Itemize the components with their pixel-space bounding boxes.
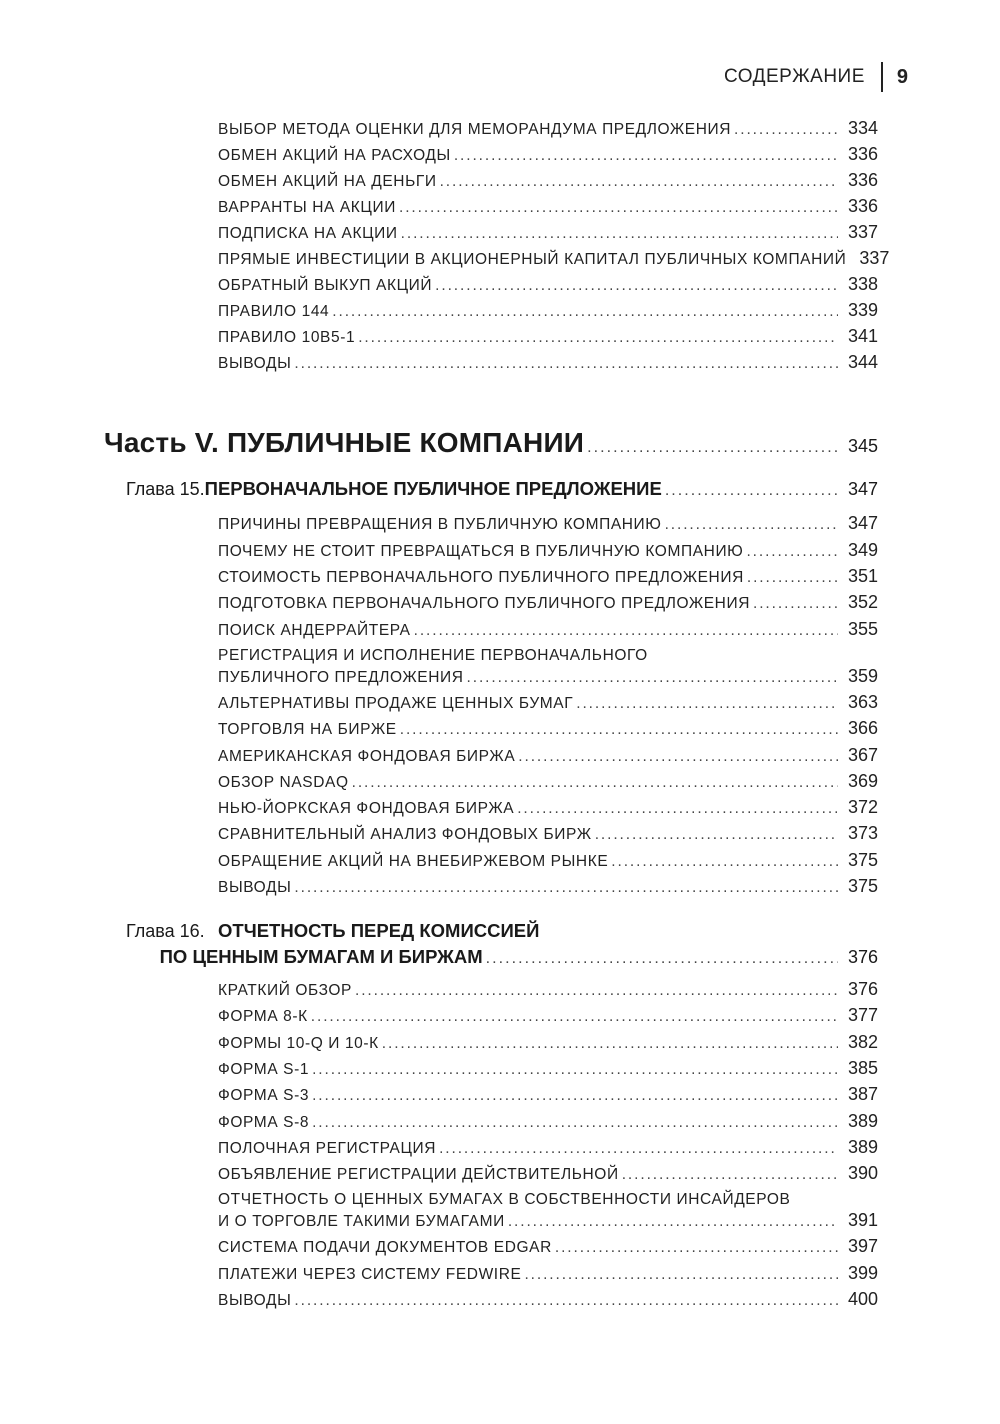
leader-dots [517,800,838,818]
toc-entry-page: 337 [847,222,878,242]
leader-dots [611,853,838,871]
chapter-title-line2: ПО ЦЕННЫМ БУМАГАМ И БИРЖАМ [159,946,483,967]
part-page: 345 [847,436,878,456]
toc-entry[interactable] [218,1263,878,1284]
leader-dots [576,695,838,713]
toc-entry-title: ПРАВИЛО 10B5-1 [218,329,356,346]
toc-entry-title: ПРЯМЫЕ ИНВЕСТИЦИИ В АКЦИОНЕРНЫЙ КАПИТАЛ ПУБЛИЧНЫХ КОМПАНИЙ [218,251,847,268]
toc-entry[interactable] [218,326,878,347]
toc-entry-title: ОБМЕН АКЦИЙ НА РАСХОДЫ [218,147,451,164]
leader-dots [454,147,838,165]
toc-entry-page: 349 [847,540,878,560]
toc-entry-page: 389 [847,1111,878,1131]
toc-entry[interactable] [218,274,878,295]
toc-entry[interactable] [218,979,878,1000]
toc-entry-title: СРАВНИТЕЛЬНЫЙ АНАЛИЗ ФОНДОВЫХ БИРЖ [218,826,592,843]
toc-entry-title: ПРАВИЛО 144 [218,303,330,320]
leader-dots [734,121,838,139]
toc-entry-title: ВЫВОДЫ [218,355,292,372]
toc-entry-title-line1[interactable]: ОТЧЕТНОСТЬ О ЦЕННЫХ БУМАГАХ В СОБСТВЕННОСТИ ИНСАЙДЕРОВ [218,1191,791,1208]
chapter-page: 376 [847,947,878,967]
leader-dots [312,1114,838,1132]
toc-entry[interactable] [218,118,878,139]
leader-dots [595,826,838,844]
toc-entry[interactable] [218,170,878,191]
toc-entry[interactable] [218,300,878,321]
toc-entry[interactable] [218,771,878,792]
leader-dots [311,1008,838,1026]
toc-entry-page: 336 [847,170,878,190]
toc-entry[interactable] [218,222,878,243]
toc-entry-title-line1[interactable]: РЕГИСТРАЦИЯ И ИСПОЛНЕНИЕ ПЕРВОНАЧАЛЬНОГО [218,647,648,664]
leader-dots [440,173,838,191]
toc-entry-page: 366 [847,718,878,738]
leader-dots [414,622,838,640]
toc-entry-title: ФОРМЫ 10-Q И 10-К [218,1035,379,1052]
toc-entry-title: ПОДГОТОВКА ПЕРВОНАЧАЛЬНОГО ПУБЛИЧНОГО ПРЕДЛОЖЕНИЯ [218,595,750,612]
toc-entry-title: КРАТКИЙ ОБЗОР [218,982,352,999]
chapter-page: 347 [847,479,878,499]
leader-dots [400,721,838,739]
toc-entry-title: ТОРГОВЛЯ НА БИРЖЕ [218,721,397,738]
toc-entry[interactable] [218,823,878,844]
leader-dots [399,199,838,217]
toc-entry-title: ФОРМА S-1 [218,1061,310,1078]
toc-entry[interactable] [218,1032,878,1053]
toc-part-heading[interactable] [104,427,878,459]
toc-entry[interactable] [218,144,878,165]
leader-dots [467,669,838,687]
toc-entry[interactable] [218,1210,878,1231]
toc-entry-title: ВЫВОДЫ [218,1292,292,1309]
toc-entry-page: 375 [847,850,878,870]
toc-entry-title: ПОЧЕМУ НЕ СТОИТ ПРЕВРАЩАТЬСЯ В ПУБЛИЧНУЮ КОМПАНИЮ [218,543,744,560]
toc-entry[interactable] [218,619,878,640]
toc-entry-page: 363 [847,692,878,712]
leader-dots [524,1266,838,1284]
toc-entry-page: 355 [847,619,878,639]
toc-entry[interactable] [218,196,878,217]
leader-dots [312,1061,838,1079]
toc-entry[interactable] [218,566,878,587]
toc-entry-title: ПЛАТЕЖИ ЧЕРЕЗ СИСТЕМУ FEDWIRE [218,1266,522,1283]
toc-entry-page: 336 [847,196,878,216]
toc-entry-title-line2: И О ТОРГОВЛЕ ТАКИМИ БУМАГАМИ [218,1213,505,1230]
leader-dots [401,225,838,243]
leader-dots [439,1140,838,1158]
toc-entry-title-line2: ПУБЛИЧНОГО ПРЕДЛОЖЕНИЯ [218,669,464,686]
toc-entry-page: 375 [847,876,878,896]
page-number: 9 [896,65,908,88]
leader-dots [753,595,838,613]
leader-dots [382,1035,838,1053]
toc-entry-title: ПРИЧИНЫ ПРЕВРАЩЕНИЯ В ПУБЛИЧНУЮ КОМПАНИЮ [218,516,662,533]
leader-dots [435,277,838,295]
toc-entry-page: 334 [847,118,878,138]
toc-entry[interactable] [218,1084,878,1105]
toc-entry-page: 341 [847,326,878,346]
leader-dots [294,879,838,897]
chapter-title: ПЕРВОНАЧАЛЬНОЕ ПУБЛИЧНОЕ ПРЕДЛОЖЕНИЕ [204,478,662,499]
toc-entry-title: ВЫВОДЫ [218,879,292,896]
toc-entry[interactable] [218,513,878,534]
leader-dots [622,1166,838,1184]
toc-entry[interactable] [218,876,878,897]
running-head-divider [881,62,883,92]
toc-entry-title: АЛЬТЕРНАТИВЫ ПРОДАЖЕ ЦЕННЫХ БУМАГ [218,695,574,712]
toc-entry[interactable] [218,850,878,871]
toc-entry[interactable] [218,592,878,613]
toc-entry-title: ОБРАТНЫЙ ВЫКУП АКЦИЙ [218,277,433,294]
chapter-prefix: Глава 16. [126,921,205,941]
toc-entry-page: 387 [847,1084,878,1104]
leader-dots [294,355,838,373]
toc-chapter-16-line1[interactable] [126,920,539,942]
toc-entry-page: 336 [847,144,878,164]
toc-entry[interactable] [218,1163,878,1184]
toc-entry[interactable] [218,718,878,739]
toc-entry-page: 376 [847,979,878,999]
leader-dots [312,1087,838,1105]
leader-dots [665,516,838,534]
toc-entry-title: ФОРМА S-8 [218,1114,310,1131]
toc-entry-page: 344 [847,352,878,372]
leader-dots [358,329,838,347]
toc-entry-title: СИСТЕМА ПОДАЧИ ДОКУМЕНТОВ EDGAR [218,1239,552,1256]
leader-dots [355,982,838,1000]
toc-entry-page: 397 [847,1236,878,1256]
toc-entry-page: 373 [847,823,878,843]
chapter-prefix: Глава 15. [126,479,205,499]
leader-dots [665,482,838,500]
chapter-title-line1: ОТЧЕТНОСТЬ ПЕРЕД КОМИССИЕЙ [218,920,540,941]
toc-entry-title: АМЕРИКАНСКАЯ ФОНДОВАЯ БИРЖА [218,748,516,765]
leader-dots [587,439,838,457]
leader-dots [555,1239,838,1257]
leader-dots [747,569,838,587]
toc-entry-page: 347 [847,513,878,533]
toc-entry[interactable] [218,1005,878,1026]
toc-entry[interactable] [218,248,890,269]
toc-entry[interactable] [218,352,878,373]
toc-entry[interactable] [218,1236,878,1257]
toc-entry[interactable] [218,692,878,713]
toc-entry-page: 337 [859,248,890,268]
toc-entry-page: 369 [847,771,878,791]
toc-entry-title: ОБЗОР NASDAQ [218,774,349,791]
toc-entry[interactable] [218,1137,878,1158]
toc-entry[interactable] [218,1111,878,1132]
toc-entry-title: ОБРАЩЕНИЕ АКЦИЙ НА ВНЕБИРЖЕВОМ РЫНКЕ [218,853,609,870]
toc-entry-page: 390 [847,1163,878,1183]
toc-entry-page: 400 [847,1289,878,1309]
leader-dots [332,303,838,321]
toc-entry-page: 359 [847,666,878,686]
toc-entry-page: 391 [847,1210,878,1230]
running-head [724,62,908,92]
toc-entry[interactable] [218,666,878,687]
toc-entry-page: 385 [847,1058,878,1078]
toc-entry[interactable] [218,1058,878,1079]
toc-entry-page: 399 [847,1263,878,1283]
toc-entry-page: 352 [847,592,878,612]
leader-dots [486,950,838,968]
part-title: Часть V. ПУБЛИЧНЫЕ КОМПАНИИ [104,427,585,458]
toc-entry-page: 382 [847,1032,878,1052]
toc-entry-page: 372 [847,797,878,817]
toc-entry-title: ФОРМА 8-К [218,1008,308,1025]
toc-entry-page: 377 [847,1005,878,1025]
toc-entry-title: СТОИМОСТЬ ПЕРВОНАЧАЛЬНОГО ПУБЛИЧНОГО ПРЕДЛОЖЕНИЯ [218,569,744,586]
toc-entry-title: ФОРМА S-3 [218,1087,310,1104]
toc-entry[interactable] [218,540,878,561]
leader-dots [518,748,838,766]
toc-entry-title: ОБЪЯВЛЕНИЕ РЕГИСТРАЦИИ ДЕЙСТВИТЕЛЬНОЙ [218,1166,619,1183]
toc-entry-title: ПОИСК АНДЕРРАЙТЕРА [218,622,411,639]
toc-entry-page: 339 [847,300,878,320]
toc-entry-title: ОБМЕН АКЦИЙ НА ДЕНЬГИ [218,173,437,190]
leader-dots [352,774,838,792]
running-head-title: СОДЕРЖАНИЕ [723,66,865,87]
toc-entry-page: 351 [847,566,878,586]
toc-entry[interactable] [218,797,878,818]
toc-chapter-15[interactable] [126,478,878,500]
toc-chapter-16[interactable] [126,946,878,968]
leader-dots [294,1292,838,1310]
toc-entry-title: ПОЛОЧНАЯ РЕГИСТРАЦИЯ [218,1140,437,1157]
leader-dots [508,1213,838,1231]
leader-dots [746,543,838,561]
toc-entry[interactable] [218,745,878,766]
toc-entry[interactable] [218,1289,878,1310]
toc-entry-page: 389 [847,1137,878,1157]
toc-entry-page: 367 [847,745,878,765]
toc-entry-title: ВАРРАНТЫ НА АКЦИИ [218,199,396,216]
toc-entry-title: ПОДПИСКА НА АКЦИИ [218,225,398,242]
toc-entry-title: НЬЮ-ЙОРКСКАЯ ФОНДОВАЯ БИРЖА [218,800,515,817]
toc-entry-title: ВЫБОР МЕТОДА ОЦЕНКИ ДЛЯ МЕМОРАНДУМА ПРЕДЛОЖЕНИЯ [218,121,732,138]
toc-entry-page: 338 [847,274,878,294]
